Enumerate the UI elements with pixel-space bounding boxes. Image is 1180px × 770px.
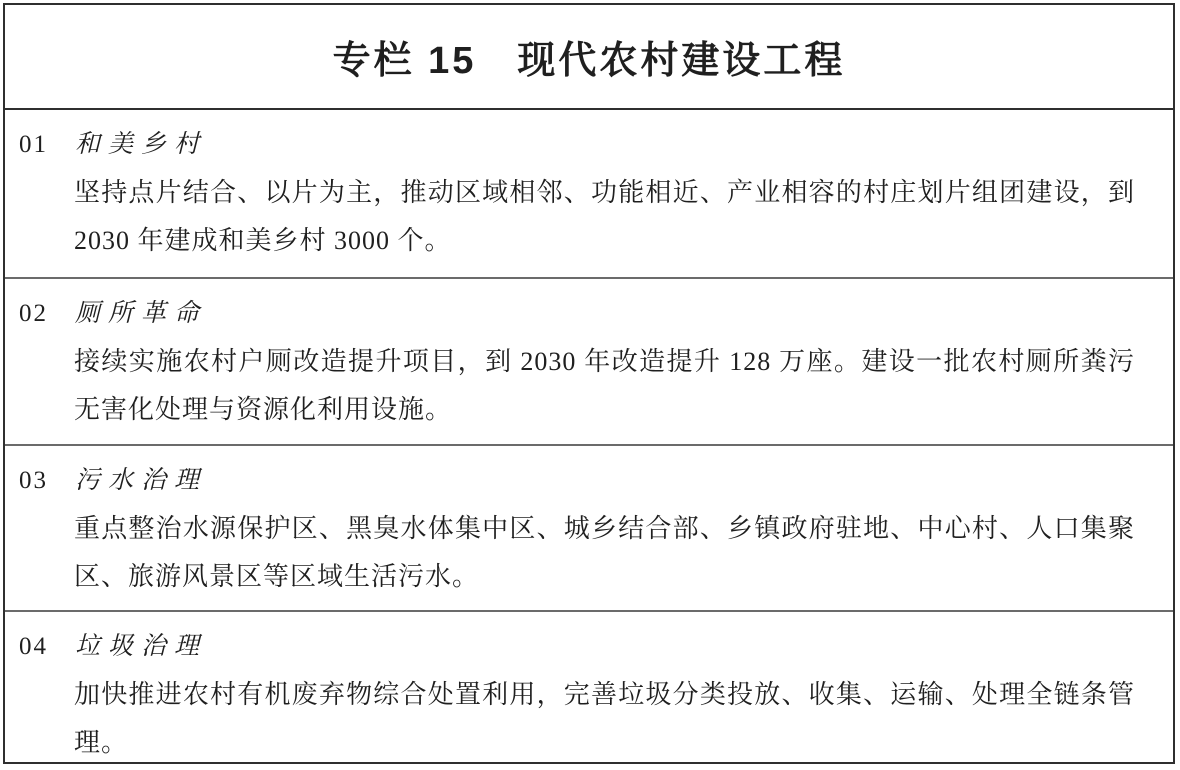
section-02-header <box>19 290 1135 338</box>
panel-box <box>3 3 1175 764</box>
section-body: 接续实施农村户厕改造提升项目，到 2030 年改造提升 128 万座。建设一批农村厕所粪污无害化处理与资源化利用设施。 <box>74 347 1135 424</box>
section-04 <box>5 610 1173 767</box>
section-heading: 垃圾治理 <box>75 633 208 660</box>
section-heading: 污水治理 <box>75 467 208 494</box>
section-03 <box>5 444 1173 610</box>
section-body: 坚持点片结合、以片为主，推动区域相邻、功能相近、产业相容的村庄划片组团建设，到 2030 年建成和美乡村 3000 个。 <box>74 178 1135 255</box>
panel-title: 专栏 15 现代农村建设工程 <box>332 40 846 82</box>
section-body: 加快推进农村有机废弃物综合处置利用，完善垃圾分类投放、收集、运输、处理全链条管理。 <box>74 680 1135 757</box>
panel-title-bar <box>5 5 1173 110</box>
section-01-header <box>19 121 1135 169</box>
section-number: 03 <box>19 467 48 494</box>
section-02 <box>5 277 1173 444</box>
section-heading: 厕所革命 <box>75 300 208 327</box>
section-01 <box>5 110 1173 277</box>
section-number: 01 <box>19 131 48 158</box>
section-number: 02 <box>19 300 48 327</box>
section-number: 04 <box>19 633 48 660</box>
section-03-header <box>19 457 1135 505</box>
section-04-header <box>19 623 1135 671</box>
section-body: 重点整治水源保护区、黑臭水体集中区、城乡结合部、乡镇政府驻地、中心村、人口集聚区、旅游风景区等区域生活污水。 <box>74 514 1135 591</box>
section-heading: 和美乡村 <box>75 131 208 158</box>
